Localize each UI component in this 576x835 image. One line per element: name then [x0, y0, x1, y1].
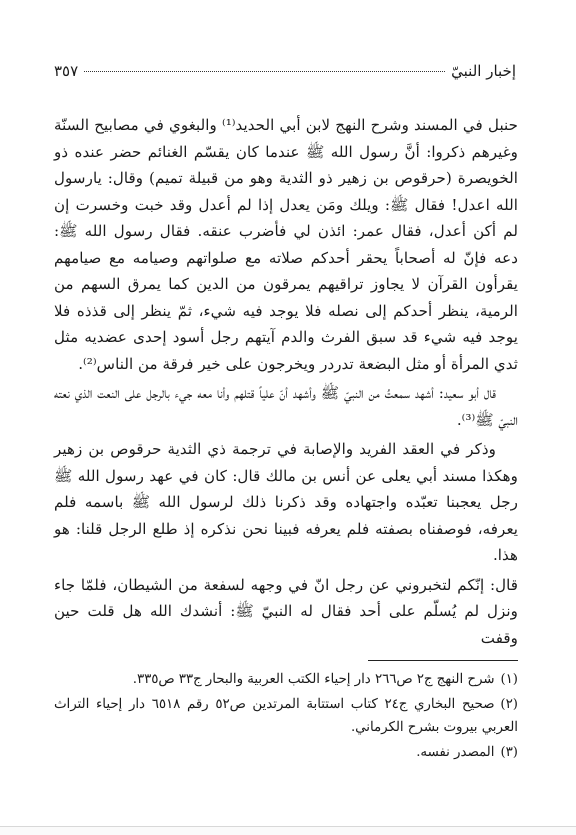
page-bottom-edge — [0, 826, 576, 835]
footnotes — [54, 668, 518, 766]
header-dot-leader — [84, 71, 445, 72]
footnote-number: (٢) — [500, 697, 518, 712]
page-number: ٣٥٧ — [54, 62, 79, 80]
footnote — [54, 668, 518, 691]
main-text — [54, 112, 518, 651]
footnote-number: (١) — [500, 672, 518, 687]
footnote-number: (٣) — [500, 745, 518, 760]
paragraph: وذكر في العقد الفريد والإصابة في ترجمة ذي الثدية حرقوص بن زهير وهكذا مسند أبي يعلى عن أنس بن مالك قال: كان في عهد رسول الله ﷺ رجل يعجبنا تعبّده واجتهاده وقد ذكرنا ذلك لرسول الله ﷺ باسمه فلم يعرفه، فوصفناه بصفته فلم يعرفه فبينا نحن نذكره إذ طلع الرجل قلنا: هو هذا. — [54, 440, 518, 564]
footnote — [54, 741, 518, 764]
footnote-separator — [368, 660, 518, 661]
footnote-text: المصدر نفسه. — [416, 745, 495, 760]
paragraph: قال: إنّكم لتخبروني عن رجل انّ في وجهه لسفعة من الشيطان، فلمّا جاء ونزل لم يُسلّم على أحد فقال له النبيّ ﷺ: أنشدك الله هل قلت حين وقفت — [54, 575, 518, 647]
running-header — [54, 62, 516, 84]
footnote — [54, 693, 518, 739]
paragraph: قال أبو سعيد: أشهد سمعتُ من النبيّ ﷺ وأشهد أنّ علياً قتلهم وأنا معه جيء بالرجل على النعت الذي نعته النبيّ ﷺ⁽³⁾. — [54, 384, 518, 429]
footnote-text: صحيح البخاري ج٢٤ كتاب استتابة المرتدين ص٥٢ رقم ٦٥١٨ دار إحياء التراث العربي بيروت بشرح الكرماني. — [54, 697, 518, 735]
running-title: إخبار النبيّ — [451, 62, 516, 80]
footnote-text: شرح النهج ج٢ ص٢٦٦ دار إحياء الكتب العربية والبحار ج٣٣ ص٣٣٥. — [132, 672, 495, 687]
paragraph: حنبل في المسند وشرح النهج لابن أبي الحديد⁽¹⁾ والبغوي في مصابيح السنّة وغيرهم ذكروا: أنَّ رسول الله ﷺ عندما كان يقسّم الغنائم حضر عنده ذو الخويصرة (حرقوص بن زهير ذو الثدية وهو من قبيلة تميم) وقال: يارسول الله اعدل! فقال ﷺ: ويلك ومَن يعدل إذا لم أعدل وقد خبت وخسرت إن لم أكن أعدل، فقال عمر: ائذن لي فأضرب عنقه. فقال رسول الله ﷺ: دعه فإنّ له أصحاباً يحقر أحدكم صلاته مع صلواتهم وصيامه مع صيامهم يقرأون القرآن لا يجاوز تراقيهم يمرقون من الدين كما يمرق السهم من الرمية، ينظر أحدكم إلى نصله فلا يوجد فيه شيء، ثمّ ينظر إلى قذذه فلا يوجد فيه شيء قد سبق الفرث والدم آيتهم رجل أسود إحدى عضديه مثل ثدي المرأة أو مثل البضعة تدردر ويخرجون على خير فرقة من الناس⁽²⁾. — [54, 116, 519, 373]
